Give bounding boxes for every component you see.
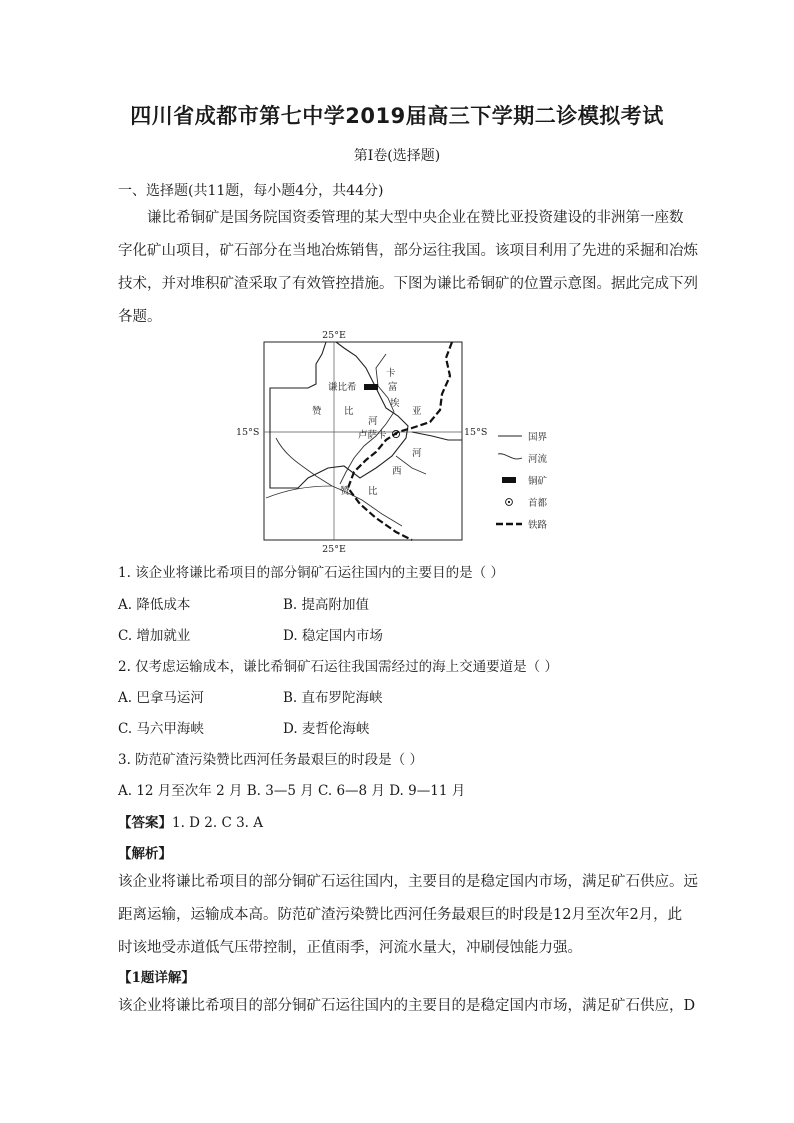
passage [118, 202, 698, 334]
answer-label: 【答案】 [118, 815, 172, 831]
question-2-option-d[interactable]: D. 麦哲伦海峡 [283, 721, 370, 737]
capital-label: 卢萨卡 [358, 430, 387, 441]
legend-label: 河流 [528, 454, 548, 465]
zambezi-char: 比 [368, 486, 378, 497]
lon-top-label: 25°E [322, 330, 346, 341]
zambezi-char: 西 [392, 466, 402, 477]
country-char: 赞 [312, 406, 322, 417]
legend-label: 首都 [528, 498, 548, 509]
question-2-option-a[interactable]: A. 巴拿马运河 [118, 690, 204, 706]
lat-left-label: 15°S [236, 427, 260, 438]
map-frame [264, 342, 462, 540]
section-heading: 一、选择题(共11题，每小题4分，共44分) [118, 183, 384, 199]
lat-right-label: 15°S [464, 427, 488, 438]
analysis-line: 时该地受赤道低气压带控制，正值雨季，河流水量大，冲刷侵蚀能力强。 [118, 940, 582, 956]
passage-line: 技术，并对堆积矿渣采取了有效管控措施。下图为谦比希铜矿的位置示意图。据此完成下列 [118, 276, 698, 292]
question-1-option-a[interactable]: A. 降低成本 [118, 597, 191, 613]
question-1-option-b[interactable]: B. 提高附加值 [283, 597, 370, 613]
zambezi-river [276, 438, 402, 526]
passage-line: 字化矿山项目，矿石部分在当地冶炼销售，部分运往我国。该项目利用了先进的采掘和冶炼 [118, 243, 698, 259]
legend-label: 铁路 [528, 520, 548, 531]
question-2-stem: 2. 仅考虑运输成本，谦比希铜矿石运往我国需经过的海上交通要道是（ ） [118, 659, 558, 675]
mine-label: 谦比希 [328, 382, 357, 393]
river-char: 埃 [390, 398, 400, 409]
country-char: 比 [344, 406, 354, 417]
national-border-east [412, 432, 462, 440]
question-1-option-d[interactable]: D. 稳定国内市场 [283, 628, 383, 644]
national-border [270, 342, 408, 488]
analysis-line: 距离运输，运输成本高。防范矿渣污染赞比西河任务最艰巨的时段是12月至次年2月，此 [118, 907, 683, 923]
passage-line: 谦比希铜矿是国务院国资委管理的某大型中央企业在赞比亚投资建设的非洲第一座数 [147, 210, 684, 226]
river-char: 富 [388, 382, 398, 393]
analysis-heading: 【解析】 [118, 846, 172, 862]
copper-legend-icon [502, 477, 516, 483]
question-1-stem: 1. 该企业将谦比希项目的部分铜矿石运往国内的主要目的是（ ） [118, 565, 504, 581]
capital-dot [395, 433, 397, 435]
lon-bottom-label: 25°E [322, 544, 346, 554]
question-3-stem: 3. 防范矿渣污染赞比西河任务最艰巨的时段是（ ） [118, 752, 423, 768]
page-title: 四川省成都市第七中学2019届高三下学期二诊模拟考试 [130, 104, 664, 128]
location-map [236, 328, 566, 554]
detail-heading: 【1题详解】 [118, 970, 195, 986]
section-subtitle: 第I卷(选择题) [353, 148, 441, 164]
zambezi-char: 赞 [340, 486, 350, 497]
country-char: 亚 [412, 406, 422, 417]
question-2-option-c[interactable]: C. 马六甲海峡 [118, 721, 204, 737]
map-legend [496, 432, 548, 531]
legend-label: 国界 [528, 432, 548, 443]
answer-line [118, 811, 263, 831]
railway-line [348, 342, 452, 540]
question-1-option-c[interactable]: C. 增加就业 [118, 628, 191, 644]
question-3-options[interactable]: A. 12 月至次年 2 月 B. 3—5 月 C. 6—8 月 D. 9—11 月 [118, 783, 466, 799]
answer-text: 1. D 2. C 3. A [172, 815, 263, 831]
river-legend-icon [498, 454, 522, 459]
analysis-body [118, 866, 698, 965]
copper-mine-marker [364, 384, 378, 390]
question-2-option-b[interactable]: B. 直布罗陀海峡 [283, 690, 383, 706]
river-char: 卡 [386, 368, 396, 379]
detail-line: 该企业将谦比希项目的部分铜矿石运往国内的主要目的是稳定国内市场，满足矿石供应，D [118, 998, 696, 1014]
passage-line: 各题。 [118, 309, 162, 325]
legend-label: 铜矿 [528, 476, 548, 487]
detail-body [118, 990, 696, 1023]
river-char: 河 [368, 416, 378, 427]
zambezi-char: 河 [412, 448, 422, 459]
analysis-line: 该企业将谦比希项目的部分铜矿石运往国内，主要目的是稳定国内市场，满足矿石供应。远 [118, 874, 698, 890]
